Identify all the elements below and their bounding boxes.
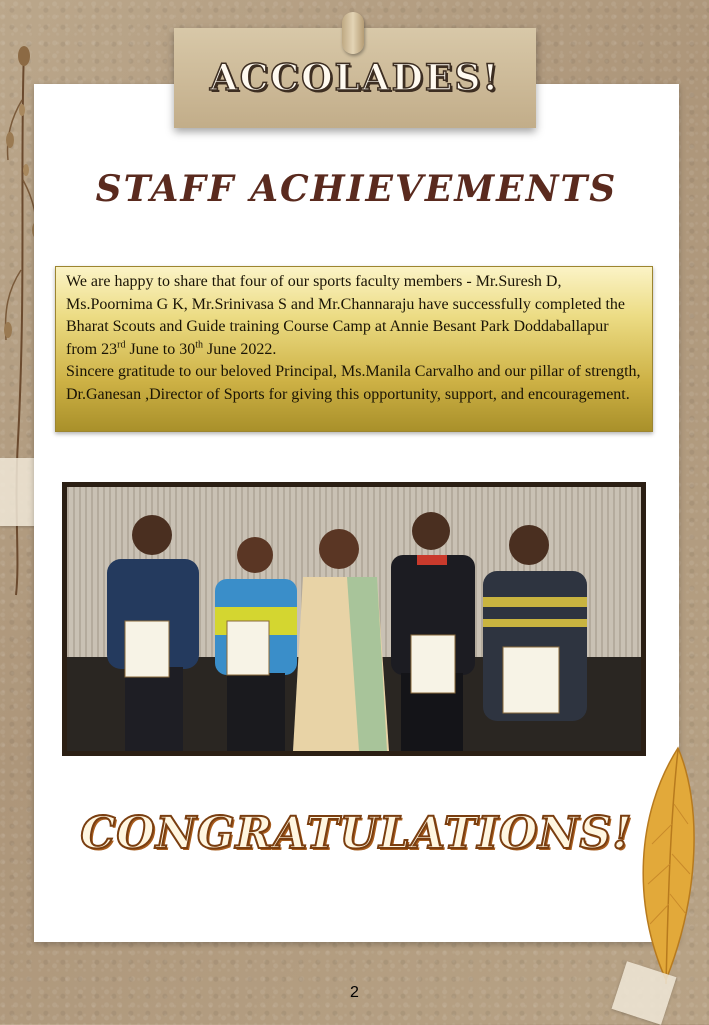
message-intro: We are happy to share that four of our sports faculty members - Mr.Suresh D, Ms.Poornima G K, Mr.Srinivasa S and Mr.Channaraju have successfully completed the Bharat Scouts and Guide training Course Camp at Annie Besant Park Doddaballapur from 23rd June to 30th June 2022. — [66, 273, 626, 358]
group-photo — [67, 487, 641, 751]
banner-title: ACCOLADES! — [209, 57, 501, 99]
autumn-leaf-decoration — [622, 744, 702, 994]
page-number: 2 — [350, 984, 359, 1001]
message-box — [55, 266, 653, 432]
message-thanks: Sincere gratitude to our beloved Principal, Ms.Manila Carvalho and our pillar of strength, Dr.Ganesan ,Director of Sports for giving this opportunity, support, and encouragement. — [66, 363, 641, 403]
section-title: STAFF ACHIEVEMENTS — [95, 168, 618, 210]
group-photo-frame — [62, 482, 646, 756]
congratulations-heading: CONGRATULATIONS! — [80, 808, 633, 859]
pin-icon — [342, 12, 364, 54]
